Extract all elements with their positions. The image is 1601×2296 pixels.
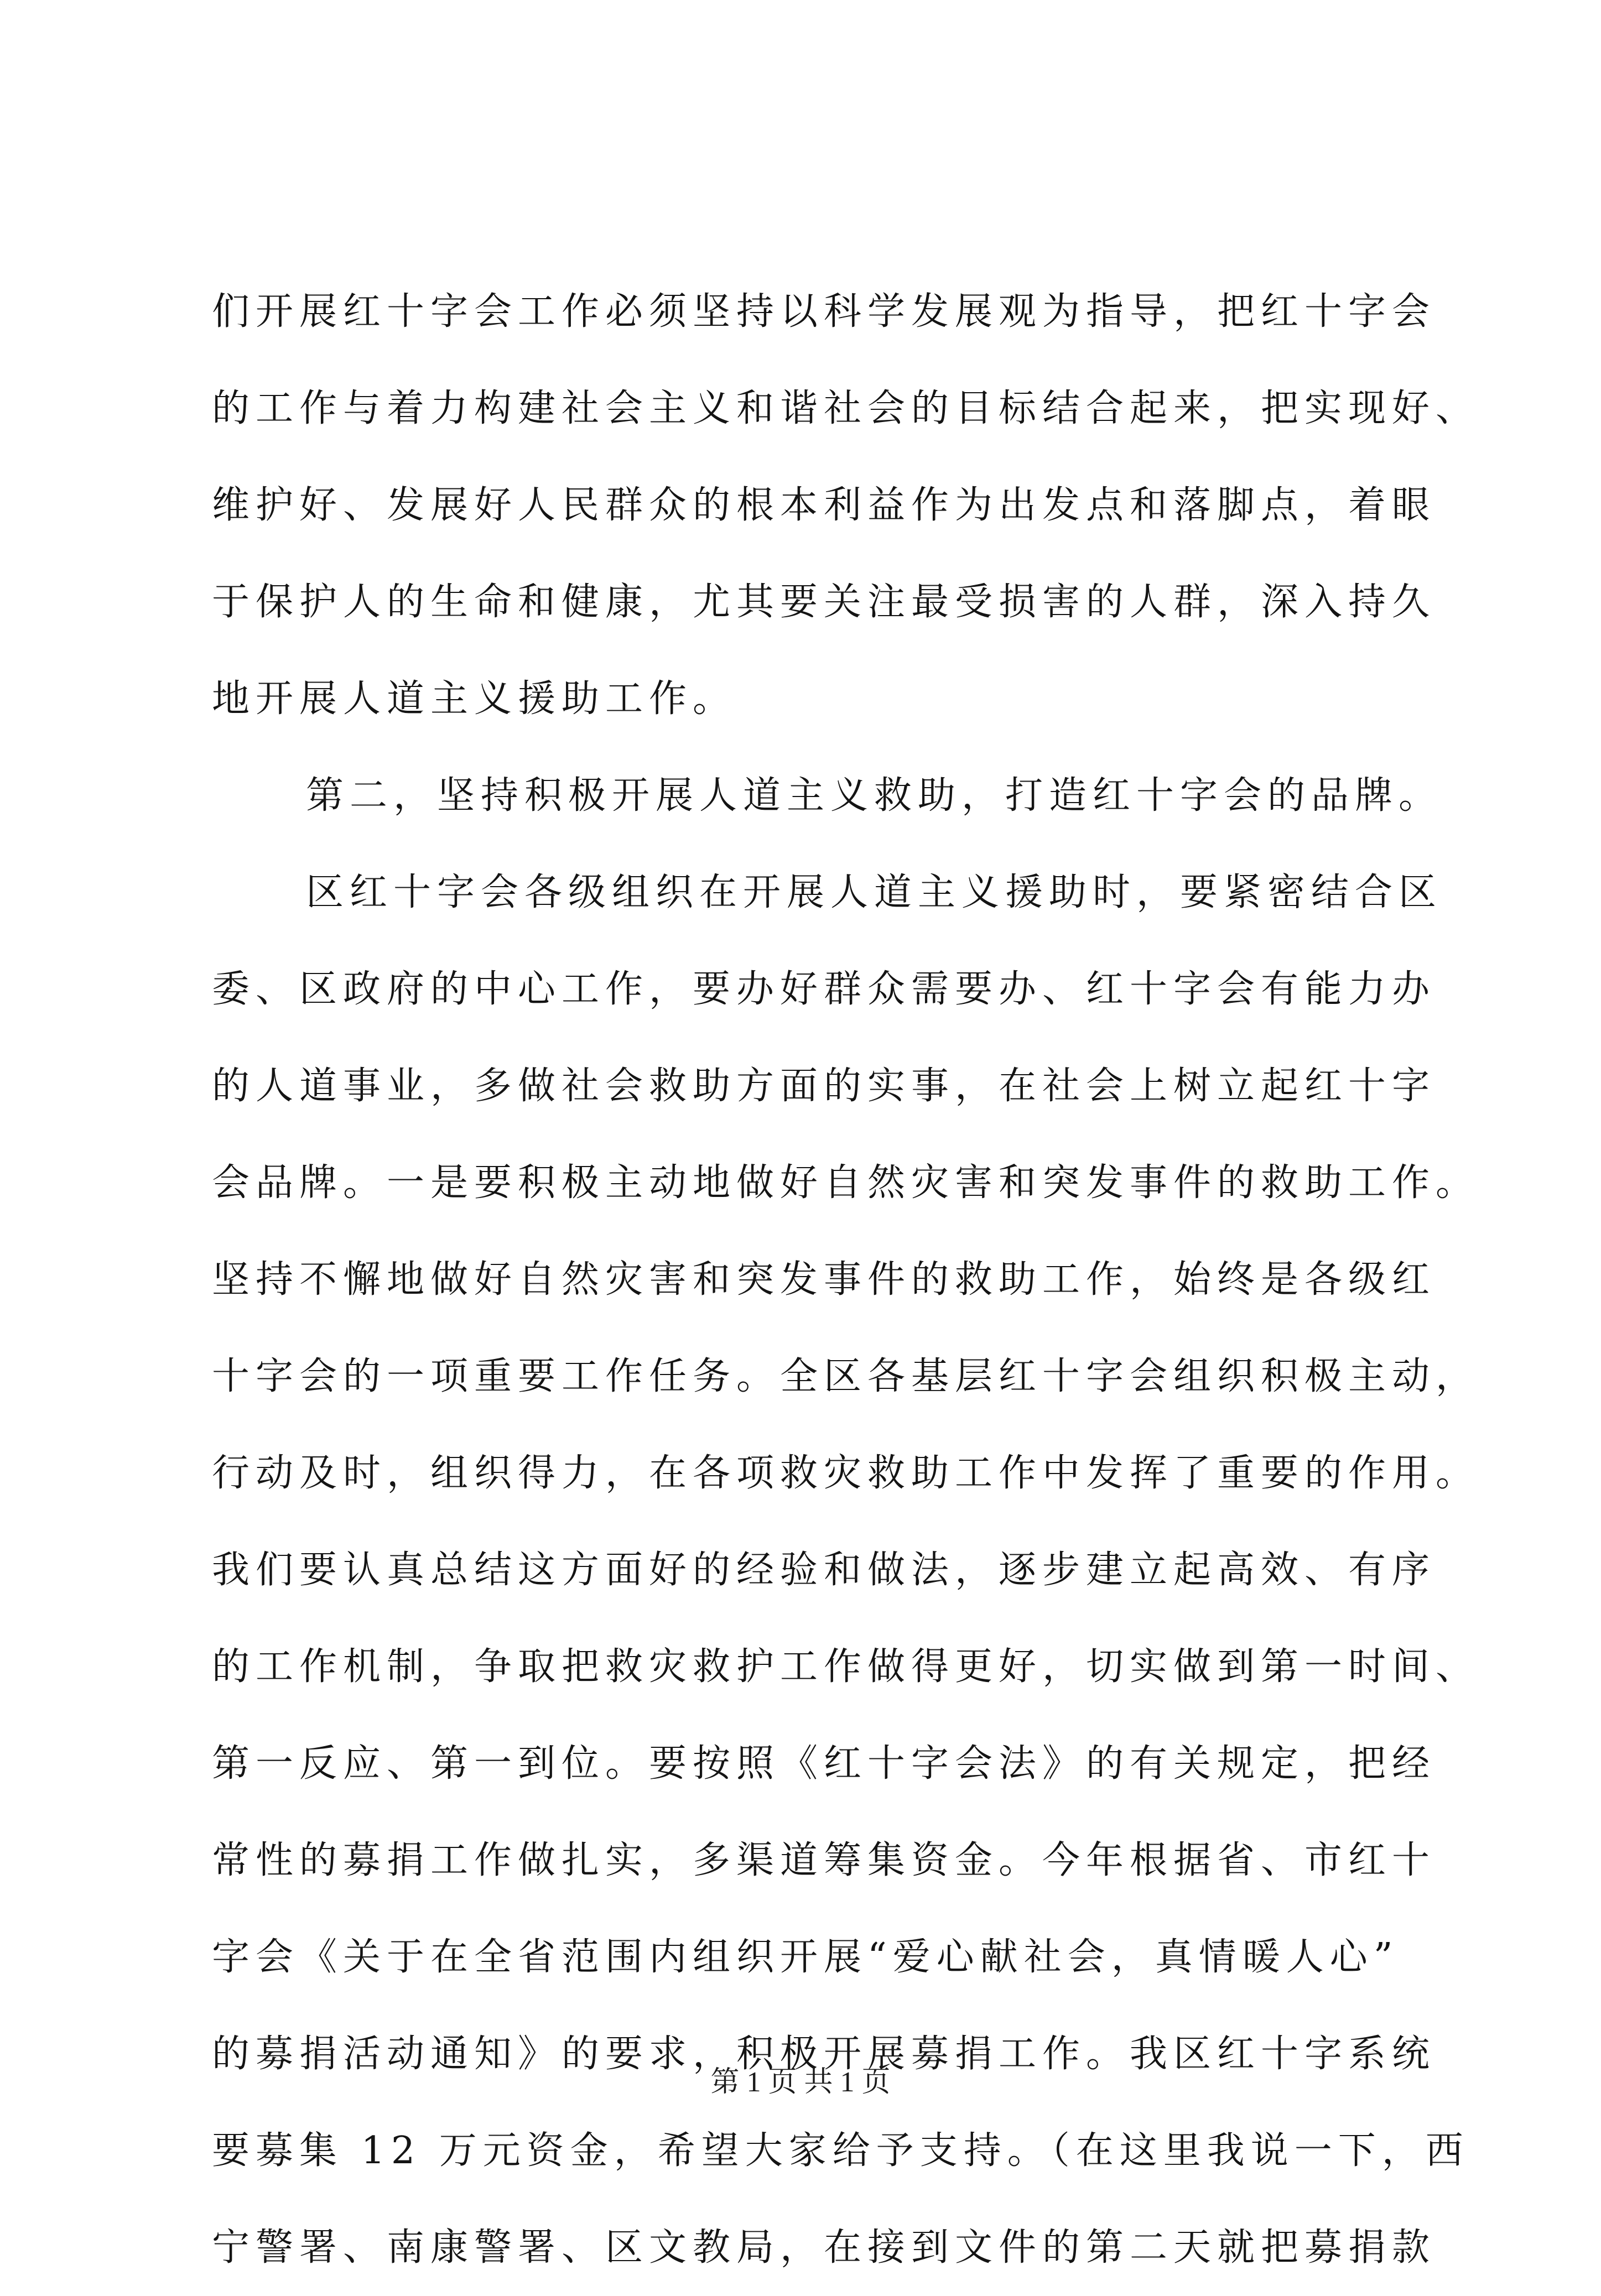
paragraph-first-line: 区红十字会各级组织在开展人道主义援助时，要紧密结合区 <box>306 871 1443 914</box>
text-line: 宁警署、南康警署、区文教局，在接到文件的第二天就把募捐款 <box>212 2226 1436 2269</box>
text-line: 要募集 12 万元资金，希望大家给予支持。（在这里我说一下，西 <box>212 2129 1469 2173</box>
text-line: 地开展人道主义援助工作。 <box>212 677 737 721</box>
text-line: 的募捐活动通知》的要求，积极开展募捐工作。我区红十字系统 <box>212 2032 1436 2076</box>
text-line: 常性的募捐工作做扎实，多渠道筹集资金。今年根据省、市红十 <box>212 1839 1436 1882</box>
text-line: 的人道事业，多做社会救助方面的实事，在社会上树立起红十字 <box>212 1064 1436 1108</box>
text-line: 行动及时，组织得力，在各项救灾救助工作中发挥了重要的作用。 <box>212 1451 1480 1495</box>
text-line: 字会《关于在全省范围内组织开展“爱心献社会，真情暖人心” <box>212 1935 1399 1979</box>
text-line: 于保护人的生命和健康，尤其要关注最受损害的人群，深入持久 <box>212 580 1436 624</box>
paragraph-first-line: 第二，坚持积极开展人道主义救助，打造红十字会的品牌。 <box>306 774 1443 818</box>
text-line: 们开展红十字会工作必须坚持以科学发展观为指导，把红十字会 <box>212 290 1436 334</box>
text-line: 会品牌。一是要积极主动地做好自然灾害和突发事件的救助工作。 <box>212 1161 1480 1205</box>
text-line: 十字会的一项重要工作任务。全区各基层红十字会组织积极主动， <box>212 1355 1480 1398</box>
text-line: 的工作机制，争取把救灾救护工作做得更好，切实做到第一时间、 <box>212 1645 1480 1689</box>
page-footer: 第 1 页 共 1 页 <box>710 2066 891 2098</box>
text-line: 坚持不懈地做好自然灾害和突发事件的救助工作，始终是各级红 <box>212 1258 1436 1301</box>
document-body <box>212 263 1480 2296</box>
text-line: 委、区政府的中心工作，要办好群众需要办、红十字会有能力办 <box>212 967 1436 1011</box>
text-line: 维护好、发展好人民群众的根本利益作为出发点和落脚点，着眼 <box>212 483 1436 527</box>
text-line: 的工作与着力构建社会主义和谐社会的目标结合起来，把实现好、 <box>212 387 1480 430</box>
text-line: 我们要认真总结这方面好的经验和做法，逐步建立起高效、有序 <box>212 1548 1436 1592</box>
text-line: 第一反应、第一到位。要按照《红十字会法》的有关规定，把经 <box>212 1742 1436 1785</box>
